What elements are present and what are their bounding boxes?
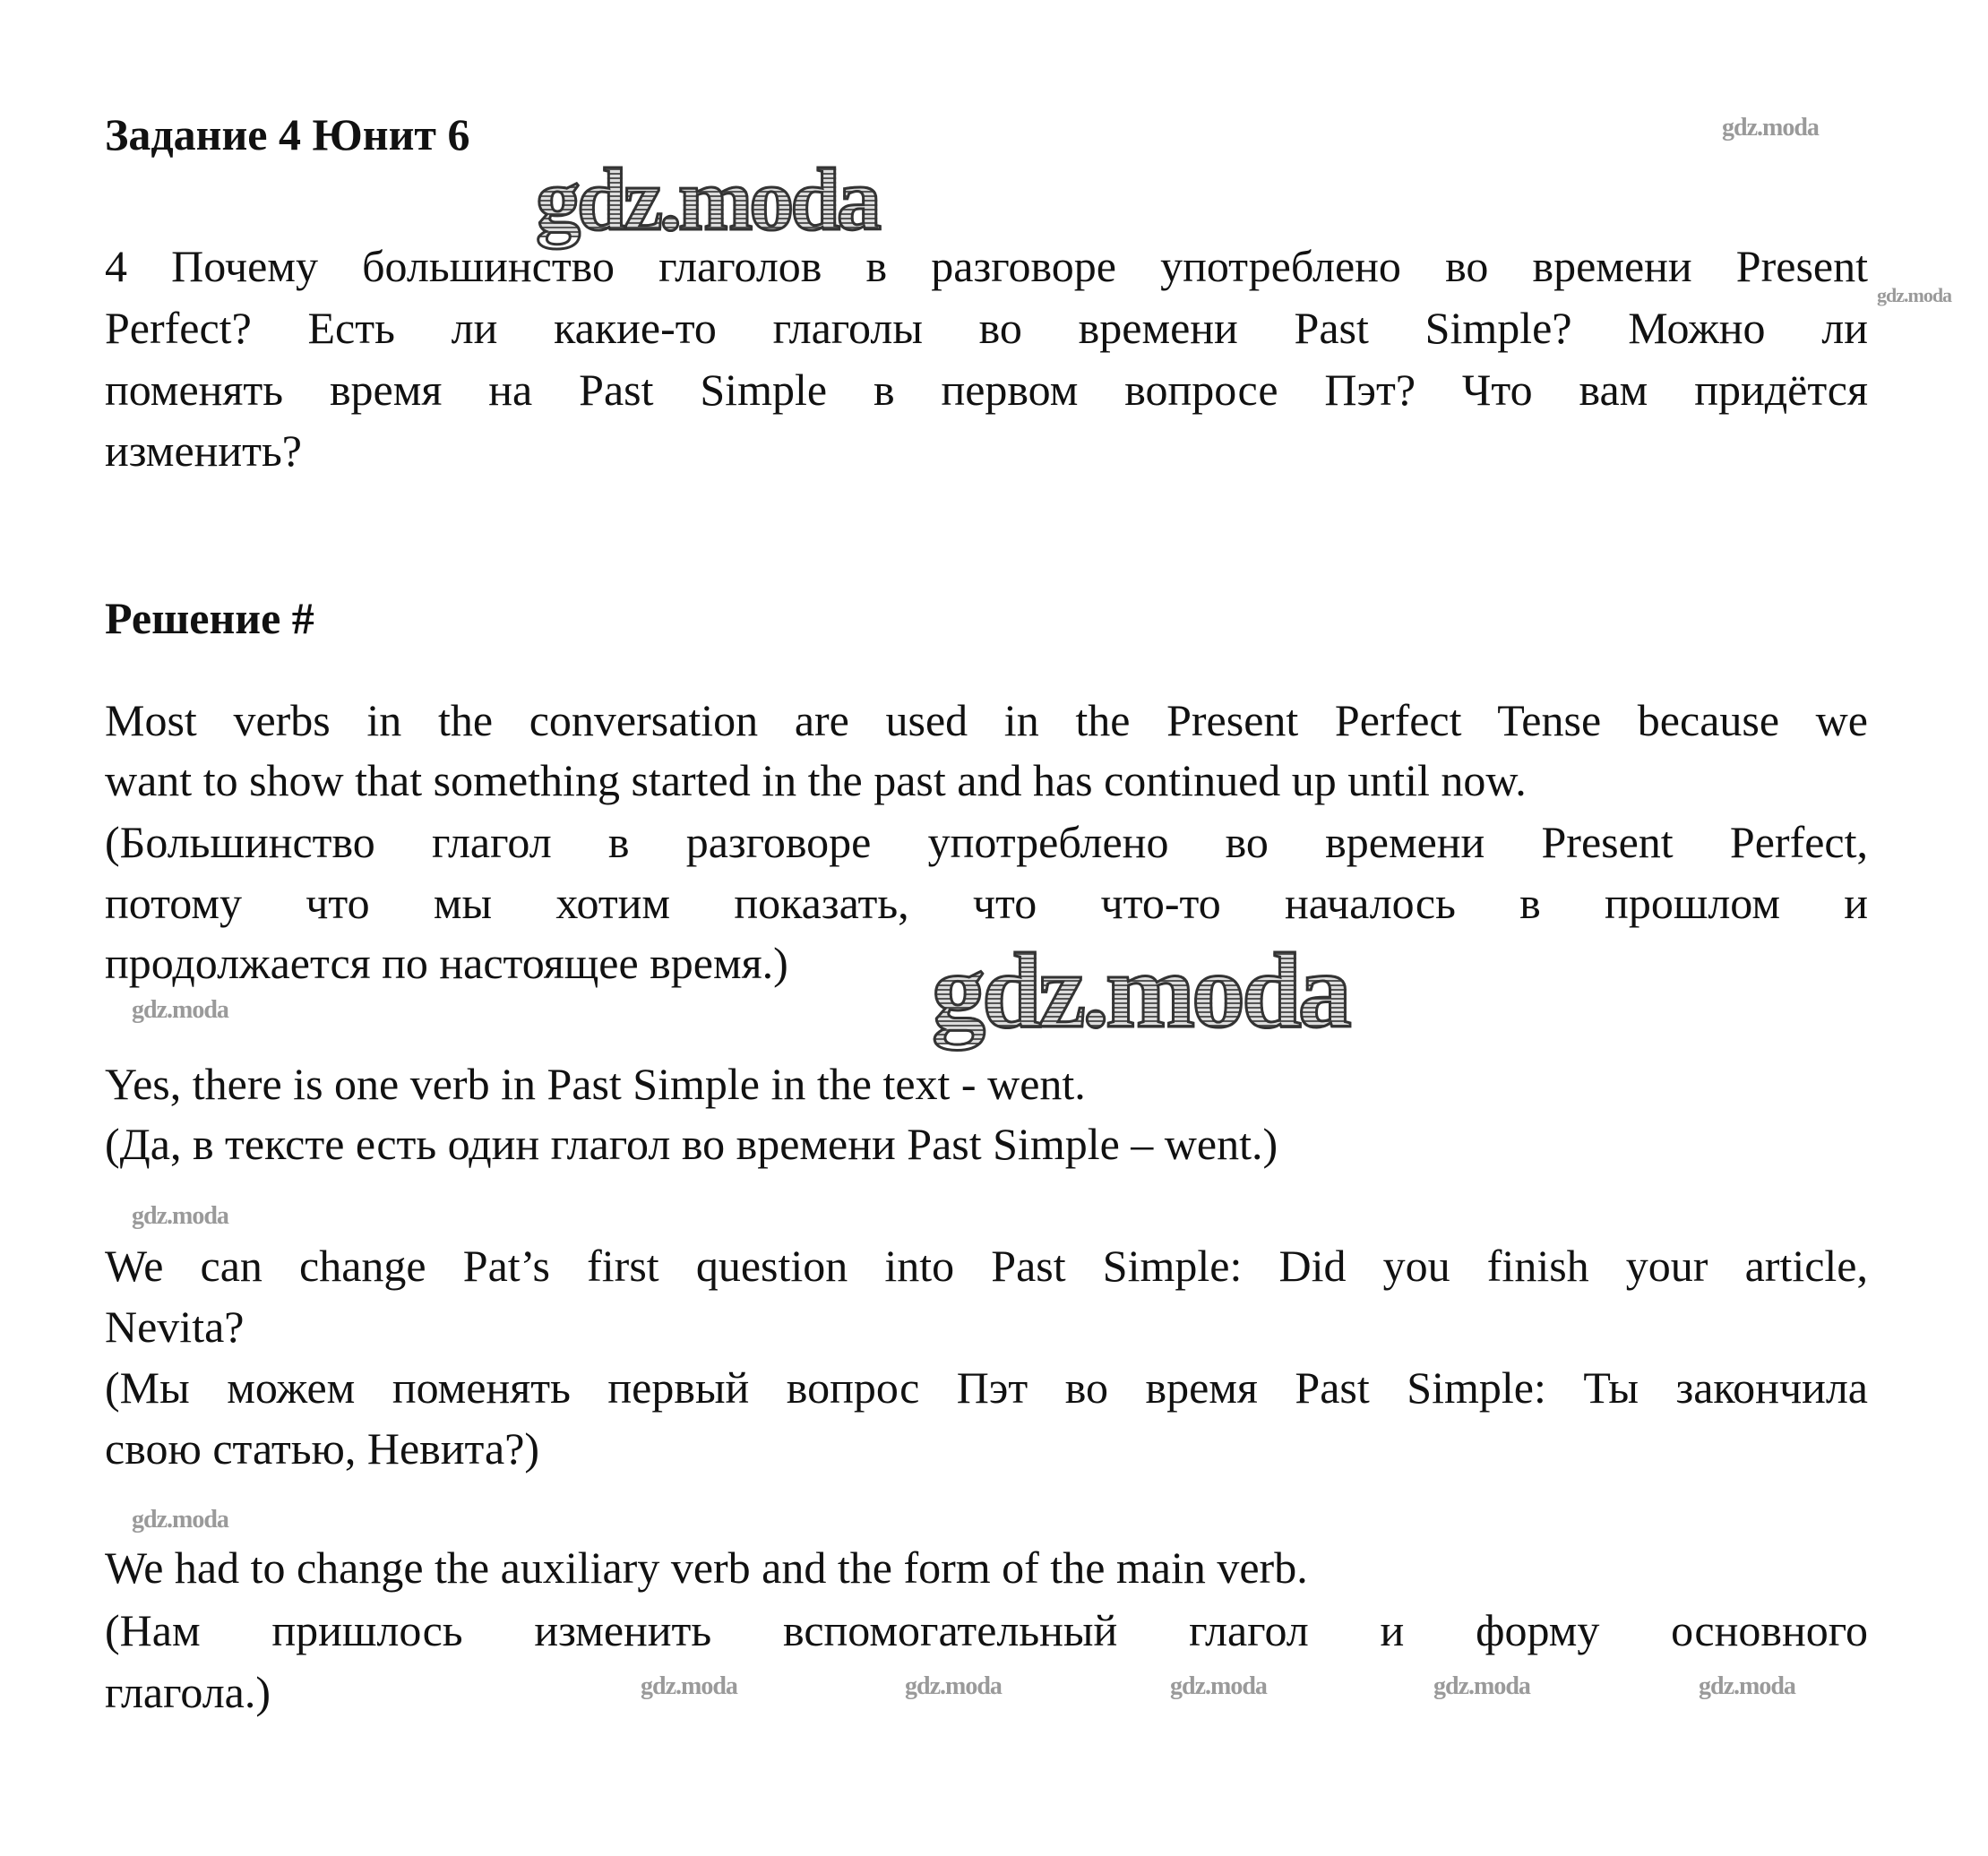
answer-line: We can change Pat’s first question into Past Simple: Did you finish your article,: [105, 1241, 1868, 1291]
answer-line: (Большинство глагол в разговоре употреблено во времени Present Perfect,: [105, 817, 1868, 867]
answer-line: (Мы можем поменять первый вопрос Пэт во время Past Simple: Ты закончила: [105, 1362, 1868, 1413]
question-line: поменять время на Past Simple в первом вопросе Пэт? Что вам придётся: [105, 365, 1868, 415]
page-title: Задание 4 Юнит 6: [105, 109, 470, 159]
answer-line: продолжается по настоящее время.): [105, 938, 788, 988]
watermark: gdz.moda: [1699, 1672, 1795, 1700]
answer-line: потому что мы хотим показать, что что-то началось в прошлом и: [105, 878, 1868, 928]
answer-line: Most verbs in the conversation are used in the Present Perfect Tense because we: [105, 695, 1868, 745]
answer-line: глагола.): [105, 1667, 271, 1717]
question-line: изменить?: [105, 425, 302, 476]
solution-heading: Решение #: [105, 593, 314, 643]
answer-line: свою статью, Невита?): [105, 1423, 540, 1474]
watermark: gdz.moda: [1722, 114, 1819, 142]
answer-line: want to show that something started in the past and has continued up until now.: [105, 755, 1527, 805]
watermark: gdz.moda: [641, 1672, 737, 1700]
watermark-logo: gdz.moda: [536, 150, 878, 249]
watermark: gdz.moda: [905, 1672, 1002, 1700]
answer-line: (Да, в тексте есть один глагол во времени Past Simple – went.): [105, 1119, 1278, 1169]
answer-line: (Нам пришлось изменить вспомогательный глагол и форму основного: [105, 1605, 1868, 1655]
watermark: gdz.moda: [1170, 1672, 1267, 1700]
question-line: Perfect? Есть ли какие-то глаголы во времени Past Simple? Можно ли: [105, 303, 1868, 353]
watermark: gdz.moda: [132, 1506, 228, 1534]
watermark: gdz.moda: [1877, 284, 1952, 306]
watermark: gdz.moda: [132, 1202, 228, 1230]
answer-line: Nevita?: [105, 1302, 245, 1352]
answer-line: Yes, there is one verb in Past Simple in the text - went.: [105, 1059, 1086, 1109]
question-line: 4 Почему большинство глаголов в разговоре употреблено во времени Present: [105, 241, 1868, 291]
watermark: gdz.moda: [132, 996, 228, 1024]
answer-line: We had to change the auxiliary verb and the form of the main verb.: [105, 1542, 1308, 1593]
watermark-logo: gdz.moda: [932, 931, 1348, 1050]
watermark: gdz.moda: [1433, 1672, 1530, 1700]
